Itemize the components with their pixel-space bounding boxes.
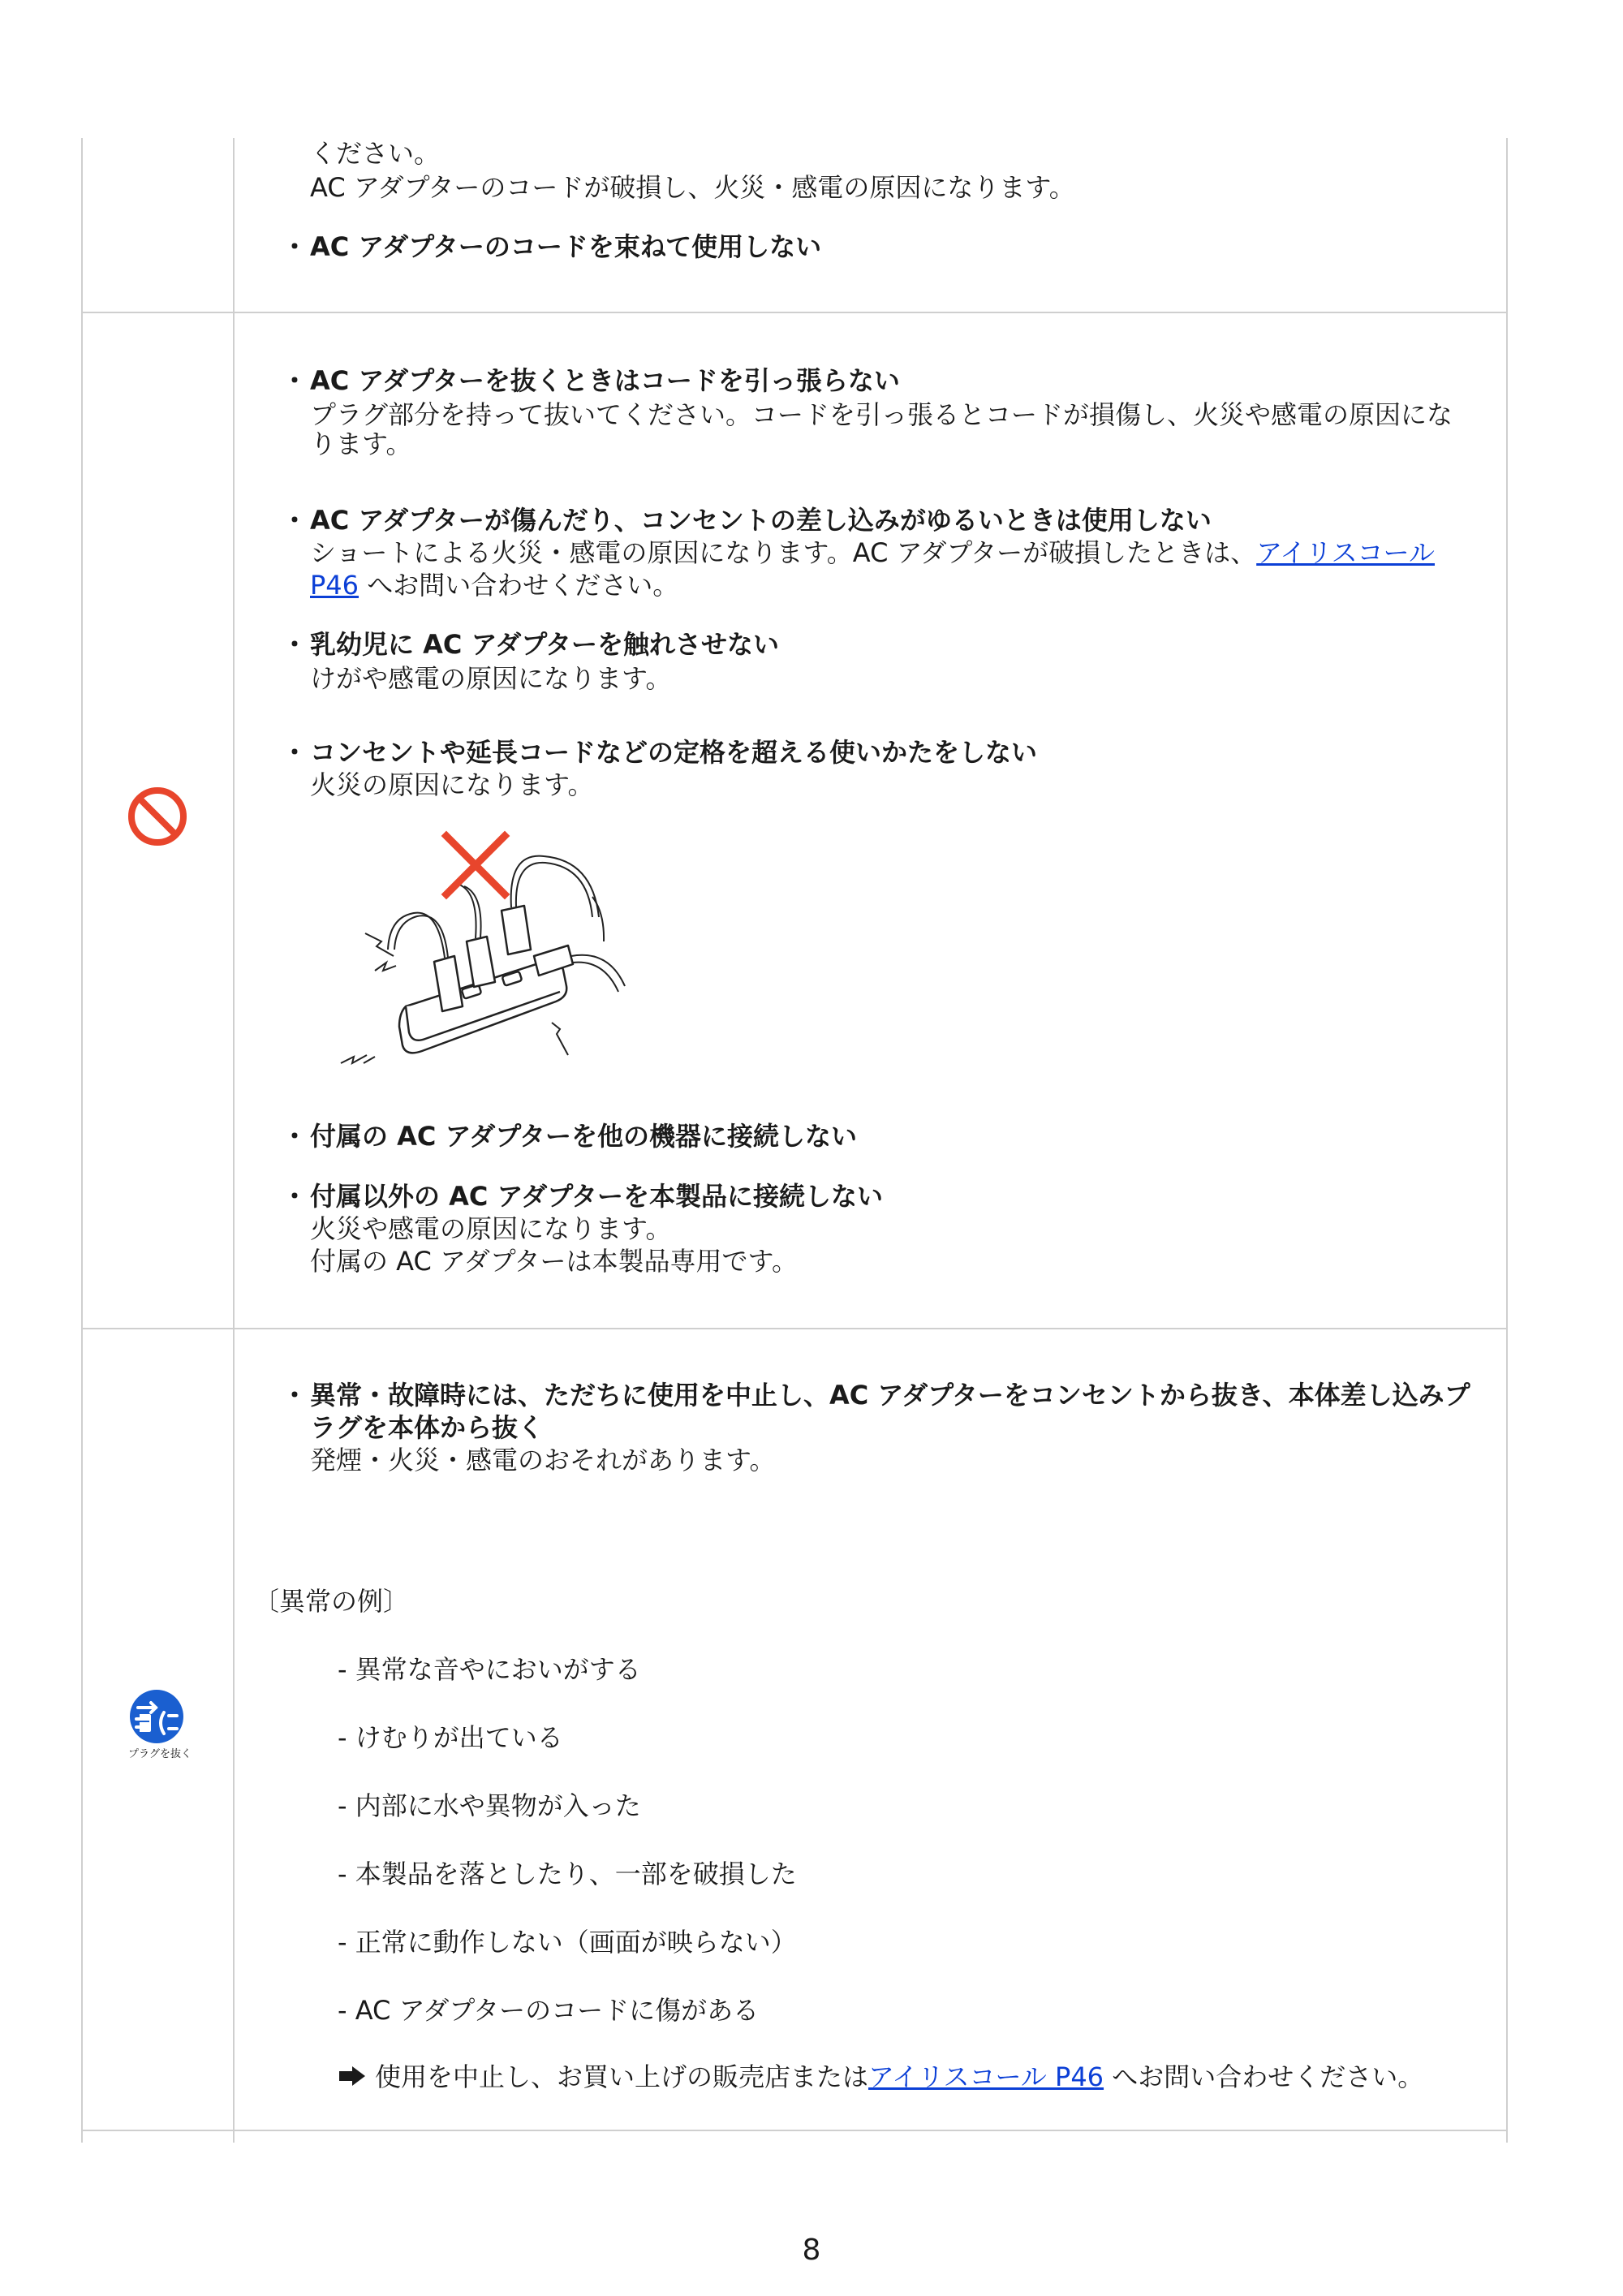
contact-note-text: 使用を中止し、お買い上げの販売店または <box>375 2061 869 2092</box>
example-item: - 内部に水や異物が入った <box>338 1790 641 1821</box>
body-text: ります。 <box>310 429 412 459</box>
overloaded-power-strip-illustration <box>325 820 649 1088</box>
iris-call-p46-link[interactable]: アイリスコール P46 <box>868 2061 1104 2092</box>
row-divider-2 <box>81 1328 1508 1329</box>
contact-note <box>375 2060 1423 2094</box>
example-item: - 正常に動作しない（画面が映らない） <box>338 1927 797 1958</box>
bullet: ・ <box>282 737 308 768</box>
body-text: AC アダプターのコードが破損し、火災・感電の原因になります。 <box>310 172 1075 203</box>
bullet: ・ <box>282 231 308 262</box>
body-text <box>310 568 678 602</box>
warning-heading: 異常・故障時には、ただちに使用を中止し、AC アダプターをコンセントから抜き、本体差し込みプ <box>310 1380 1470 1411</box>
prohibition-icon <box>125 784 190 849</box>
example-item: - AC アダプターのコードに傷がある <box>338 1995 760 2026</box>
warning-heading: AC アダプターを抜くときはコードを引っ張らない <box>310 365 900 396</box>
warning-heading: 乳幼児に AC アダプターを触れさせない <box>310 629 780 660</box>
unplug-icon-label: プラグを抜く <box>128 1748 192 1760</box>
body-text: 付属の AC アダプターは本製品専用です。 <box>310 1246 798 1277</box>
example-item: - 異常な音やにおいがする <box>338 1654 641 1685</box>
examples-title: 〔異常の例〕 <box>253 1586 410 1617</box>
warning-heading: 付属の AC アダプターを他の機器に接続しない <box>310 1121 858 1152</box>
iris-call-link[interactable]: アイリスコール <box>1256 537 1436 568</box>
body-text-segment: ショートによる火災・感電の原因になります。AC アダプターが破損したときは、 <box>310 537 1257 568</box>
bullet: ・ <box>282 505 308 536</box>
example-item: - けむりが出ている <box>338 1722 563 1753</box>
body-text: 火災や感電の原因になります。 <box>310 1213 672 1244</box>
body-text: プラグ部分を持って抜いてください。コードを引っ張るとコードが損傷し、火災や感電の原因にな <box>310 399 1453 430</box>
body-text-segment: へお問い合わせください。 <box>359 570 679 601</box>
body-text: ください。 <box>310 138 441 169</box>
example-item: - 本製品を落としたり、一部を破損した <box>338 1859 797 1889</box>
warning-heading: コンセントや延長コードなどの定格を超える使いかたをしない <box>310 737 1038 768</box>
warning-heading: AC アダプターのコードを束ねて使用しない <box>310 231 822 262</box>
arrow-right-icon <box>338 2065 367 2087</box>
warning-heading: ラグを本体から抜く <box>310 1412 545 1443</box>
body-text: 発煙・火災・感電のおそれがあります。 <box>310 1445 776 1475</box>
warning-heading: AC アダプターが傷んだり、コンセントの差し込みがゆるいときは使用しない <box>310 505 1212 536</box>
body-text: 火災の原因になります。 <box>310 769 594 800</box>
bullet: ・ <box>282 1181 308 1212</box>
page-number: 8 <box>802 2234 821 2267</box>
table-border-right <box>1506 138 1508 2143</box>
bullet: ・ <box>282 629 308 660</box>
bullet: ・ <box>282 1121 308 1152</box>
bullet: ・ <box>282 365 308 396</box>
contact-note-text: へお問い合わせください。 <box>1104 2061 1424 2092</box>
bullet: ・ <box>282 1380 308 1411</box>
table-column-divider <box>233 138 235 2143</box>
warning-heading: 付属以外の AC アダプターを本製品に接続しない <box>310 1181 884 1212</box>
p46-link[interactable]: P46 <box>310 570 359 601</box>
unplug-icon <box>128 1688 185 1745</box>
body-text: けがや感電の原因になります。 <box>310 663 672 694</box>
table-border-left <box>81 138 83 2143</box>
body-text <box>310 536 1435 570</box>
table-border-bottom <box>81 2130 1508 2131</box>
row-divider-1 <box>81 312 1508 313</box>
